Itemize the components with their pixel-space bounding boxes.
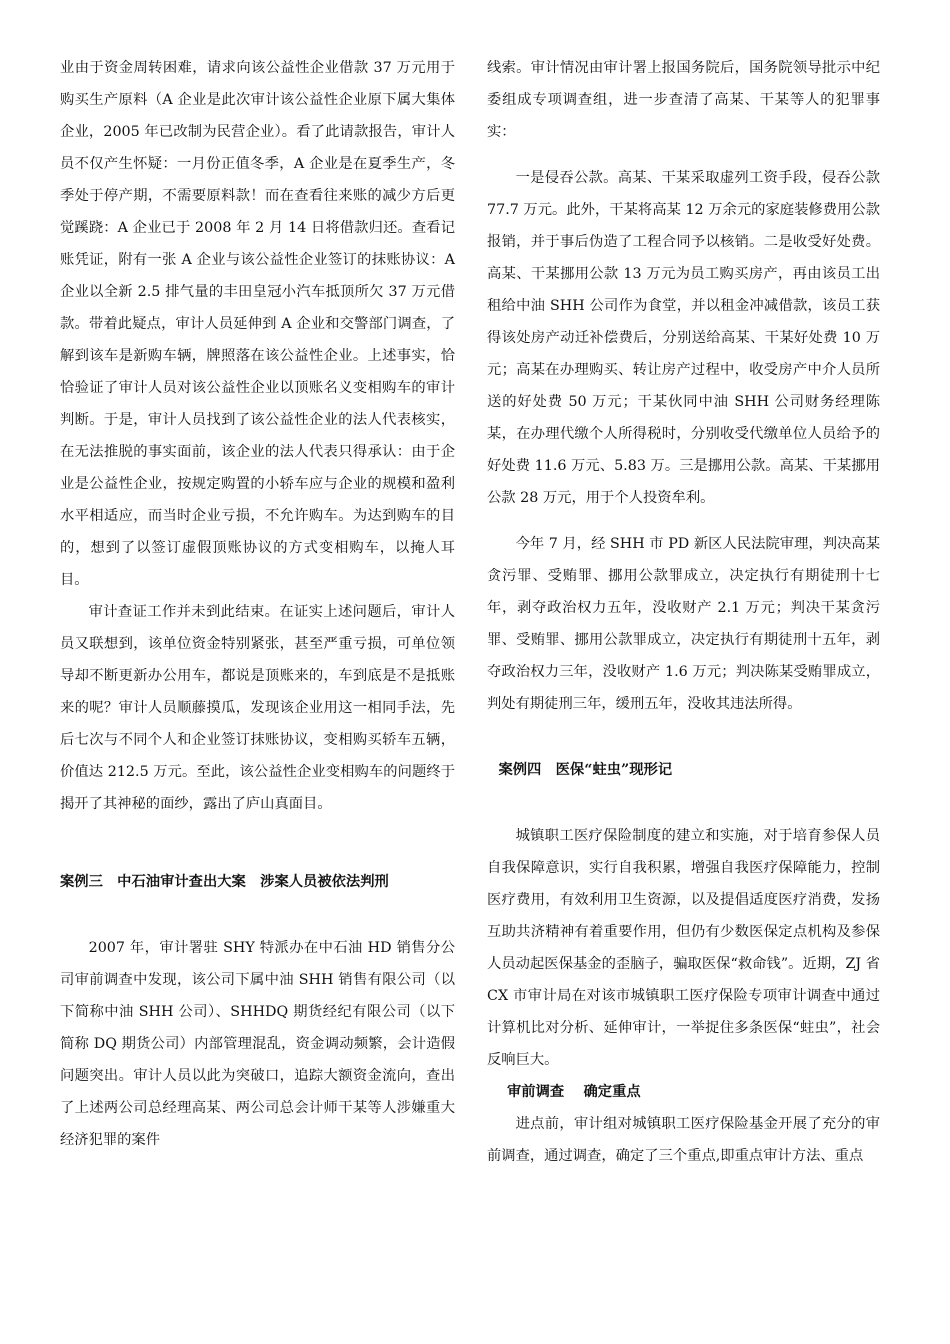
right-paragraph-4: 城镇职工医疗保险制度的建立和实施，对于培育参保人员自我保障意识，实行自我积累，增强自我医疗保障能力，控制医疗费用，有效利用卫生资源，以及提倡适度医疗消费，发扬互助共济精神有着重要作用，但仍有少数医保定点机构及参保人员动起医保基金的歪脑子，骗取医保“救命钱”。近期，ZJ 省 CX 市审计局在对该市城镇职工医疗保险专项审计调查中通过计算机比对分析、延伸审计，一举捉住多条医保“蛀虫”，社会反响巨大。 [487, 828, 880, 1068]
left-column [60, 52, 455, 1156]
case4-heading: 案例四 医保“蛀虫”现形记 [498, 762, 673, 778]
left-paragraph-3: 2007 年，审计署驻 SHY 特派办在中石油 HD 销售分公司审前调查中发现，该公司下属中油 SHH 销售有限公司（以下简称中油 SHH 公司）、SHHDQ 期货经纪有限公司（以下简称 DQ 期货公司）内部管理混乱，资金调动频繁，会计造假问题突出。审计人员以此为突破口，追踪大额资金流向，查出了上述两公司总经理高某、两公司总会计师干某等人涉嫌重大经济犯罪的案件 [60, 940, 455, 1148]
section-subheading: 审前调查 确定重点 [507, 1084, 641, 1100]
left-paragraph-1: 业由于资金周转困难，请求向该公益性企业借款 37 万元用于购买生产原料（A 企业是此次审计该公益性企业原下属大集体企业，2005 年已改制为民营企业）。看了此请款报告，审计人员不仅产生怀疑：一月份正值冬季，A 企业是在夏季生产，冬季处于停产期，不需要原料款！而在查看往来账的减少方后更觉蹊跷：A 企业已于 2008 年 2 月 14 日将借款归还。查看记账凭证，附有一张 A 企业与该公益性企业签订的抹账协议：A 企业以全新 2.5 排气量的丰田皇冠小汽车抵顶所欠 37 万元借款。带着此疑点，审计人员延伸到 A 企业和交警部门调查，了解到该车是新购车辆，牌照落在该公益性企业。上述事实，恰恰验证了审计人员对该公益性企业以顶账名义变相购车的审计判断。于是，审计人员找到了该公益性企业的法人代表核实，在无法推脱的事实面前，该企业的法人代表只得承认：由于企业是公益性企业，按规定购置的小轿车应与企业的规模和盈利水平相适应，而当时企业亏损，不允许购车。为达到购车的目的，想到了以签订虚假顶账协议的方式变相购车，以掩人耳目。 [60, 60, 455, 588]
right-paragraph-5: 进点前，审计组对城镇职工医疗保险基金开展了充分的审前调查，通过调查，确定了三个重点,即重点审计方法、重点 [487, 1116, 880, 1164]
right-paragraph-2: 一是侵吞公款。高某、干某采取虚列工资手段，侵吞公款 77.7 万元。此外，干某将高某 12 万余元的家庭装修费用公款报销，并于事后伪造了工程合同予以核销。二是收受好处费。高某、干某挪用公款 13 万元为员工购买房产，再由该员工出租给中油 SHH 公司作为食堂，并以租金冲减借款，该员工获得该处房产动迁补偿费后，分别送给高某、干某好处费 10 万元；高某在办理购买、转让房产过程中，收受房产中介人员所送的好处费 50 万元；干某伙同中油 SHH 公司财务经理陈某，在办理代缴个人所得税时，分别收受代缴单位人员给予的好处费 11.6 万元、5.83 万。三是挪用公款。高某、干某挪用公款 28 万元，用于个人投资牟利。 [487, 170, 880, 506]
right-column [487, 52, 880, 1172]
left-paragraph-2: 审计查证工作并未到此结束。在证实上述问题后，审计人员又联想到，该单位资金特别紧张，甚至严重亏损，可单位领导却不断更新办公用车，都说是顶账来的，车到底是不是抵账来的呢？审计人员顺藤摸瓜，发现该企业用这一相同手法，先后七次与不同个人和企业签订抹账协议，变相购买轿车五辆，价值达 212.5 万元。至此，该公益性企业变相购车的问题终于揭开了其神秘的面纱，露出了庐山真面目。 [60, 604, 455, 812]
right-paragraph-3: 今年 7 月，经 SHH 市 PD 新区人民法院审理，判决高某贪污罪、受贿罪、挪用公款罪成立，决定执行有期徒刑十七年，剥夺政治权力五年，没收财产 2.1 万元；判决干某贪污罪、受贿罪、挪用公款罪成立，决定执行有期徒刑十五年，剥夺政治权力三年，没收财产 1.6 万元；判决陈某受贿罪成立，判处有期徒刑三年，缓刑五年，没收其违法所得。 [487, 536, 880, 712]
right-paragraph-1: 线索。审计情况由审计署上报国务院后，国务院领导批示中纪委组成专项调查组，进一步查清了高某、干某等人的犯罪事实： [487, 60, 880, 140]
case3-heading: 案例三 中石油审计查出大案 涉案人员被依法判刑 [60, 874, 389, 890]
